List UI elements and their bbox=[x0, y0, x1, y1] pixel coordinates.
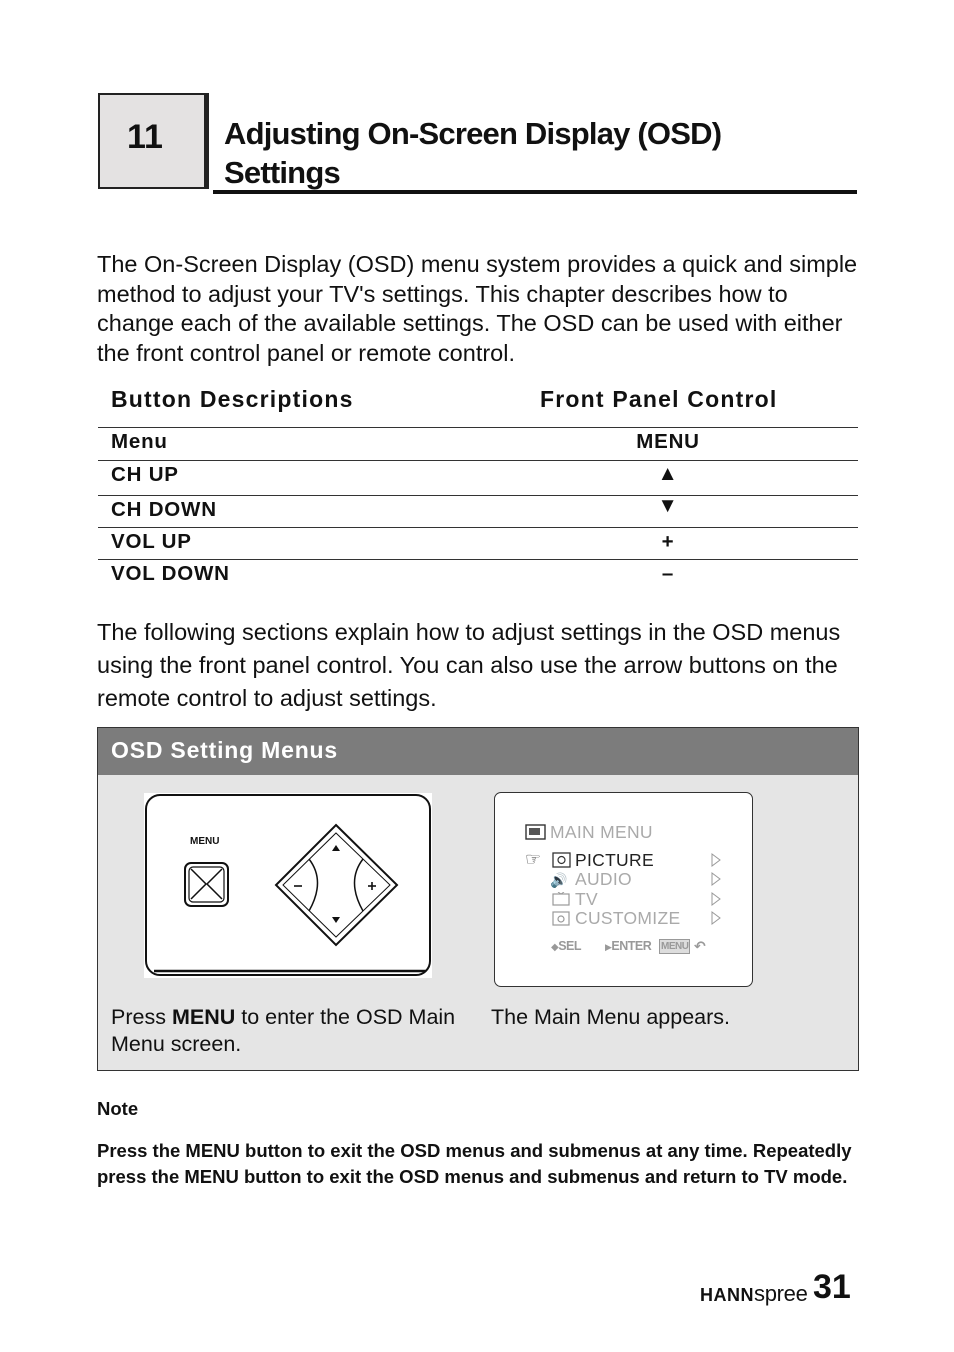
row-description: CH DOWN bbox=[111, 498, 217, 521]
row-control: – bbox=[661, 562, 675, 585]
note-text: Press the MENU button to exit the OSD menus and submenus at any time. Repeatedly press the MENU button to exit the OSD menus and submenus and return to TV mode. bbox=[97, 1140, 852, 1187]
down-arrow-icon: ▼ bbox=[657, 494, 679, 517]
pointing-hand-icon: ☞ bbox=[525, 849, 542, 869]
audio-icon: 🔊 bbox=[550, 872, 568, 888]
page-title bbox=[224, 114, 844, 192]
table-row bbox=[98, 559, 858, 589]
chevron-right-icon bbox=[712, 912, 720, 924]
caption-main-menu-appears: The Main Menu appears. bbox=[491, 1005, 731, 1029]
menu-button-label: MENU bbox=[190, 836, 220, 847]
panel-title: OSD Setting Menus bbox=[111, 737, 339, 763]
up-arrow-icon: ▲ bbox=[657, 462, 679, 485]
chapter-divider bbox=[206, 93, 209, 189]
osd-item-audio[interactable]: AUDIO bbox=[575, 869, 632, 889]
menu-hint: MENU bbox=[661, 941, 689, 952]
row-description: CH UP bbox=[111, 463, 179, 486]
title-line-2: Settings bbox=[224, 155, 340, 190]
osd-item-customize[interactable]: CUSTOMIZE bbox=[575, 908, 681, 928]
brand-logo: HANNspree bbox=[700, 1281, 808, 1306]
main-menu-icon bbox=[525, 824, 547, 841]
enter-hint: ▶ENTER bbox=[605, 939, 652, 953]
panel-header bbox=[98, 728, 858, 775]
page-number: 31 bbox=[813, 1268, 851, 1306]
osd-setting-menus-panel bbox=[97, 727, 859, 1071]
chevron-right-icon bbox=[712, 854, 720, 866]
table-row bbox=[98, 495, 858, 527]
note-label: Note bbox=[97, 1098, 139, 1119]
row-control: MENU bbox=[636, 430, 700, 453]
up-down-arrow-icon: ◆ bbox=[551, 942, 559, 953]
sel-hint: ◆SEL bbox=[551, 939, 582, 953]
return-arrow-icon: ↶ bbox=[694, 938, 706, 954]
chapter-number: 11 bbox=[127, 118, 163, 156]
row-control: + bbox=[661, 530, 675, 553]
row-description: VOL DOWN bbox=[111, 562, 230, 585]
tv-icon bbox=[552, 892, 572, 907]
osd-item-tv[interactable]: TV bbox=[575, 889, 598, 909]
table-row bbox=[98, 427, 858, 459]
chevron-right-icon bbox=[712, 873, 720, 885]
right-arrow-icon: ▶ bbox=[605, 942, 612, 952]
caption-press-menu: Press MENU to enter the OSD Main Menu screen. bbox=[111, 1005, 456, 1056]
osd-heading: MAIN MENU bbox=[550, 822, 653, 842]
intro-paragraph: The On-Screen Display (OSD) menu system provides a quick and simple method to adjust your TV's settings. This chapter describes how to change each of the available settings. The OSD can be used with either the front control panel or remote control. bbox=[97, 251, 858, 366]
submenu-arrows bbox=[710, 853, 722, 929]
title-underline bbox=[213, 190, 857, 194]
picture-icon bbox=[552, 852, 572, 869]
row-description: Menu bbox=[111, 430, 168, 453]
front-panel-illustration bbox=[144, 793, 432, 978]
instructions-paragraph: The following sections explain how to adjust settings in the OSD menus using the front panel control. You can also use the arrow buttons on the remote control to adjust settings. bbox=[97, 619, 841, 711]
osd-main-menu-screen bbox=[494, 792, 753, 987]
menu-button-icon bbox=[185, 863, 228, 906]
table-header-button-descriptions: Button Descriptions bbox=[111, 386, 354, 412]
customize-icon bbox=[552, 911, 572, 927]
title-line-1: Adjusting On-Screen Display (OSD) bbox=[224, 116, 722, 151]
table-header-front-panel-control: Front Panel Control bbox=[540, 386, 778, 412]
table-row bbox=[98, 527, 858, 559]
chevron-right-icon bbox=[712, 893, 720, 905]
front-panel-drawing bbox=[144, 793, 432, 978]
osd-item-picture[interactable]: PICTURE bbox=[575, 850, 654, 870]
row-description: VOL UP bbox=[111, 530, 192, 553]
table-row bbox=[98, 460, 858, 495]
